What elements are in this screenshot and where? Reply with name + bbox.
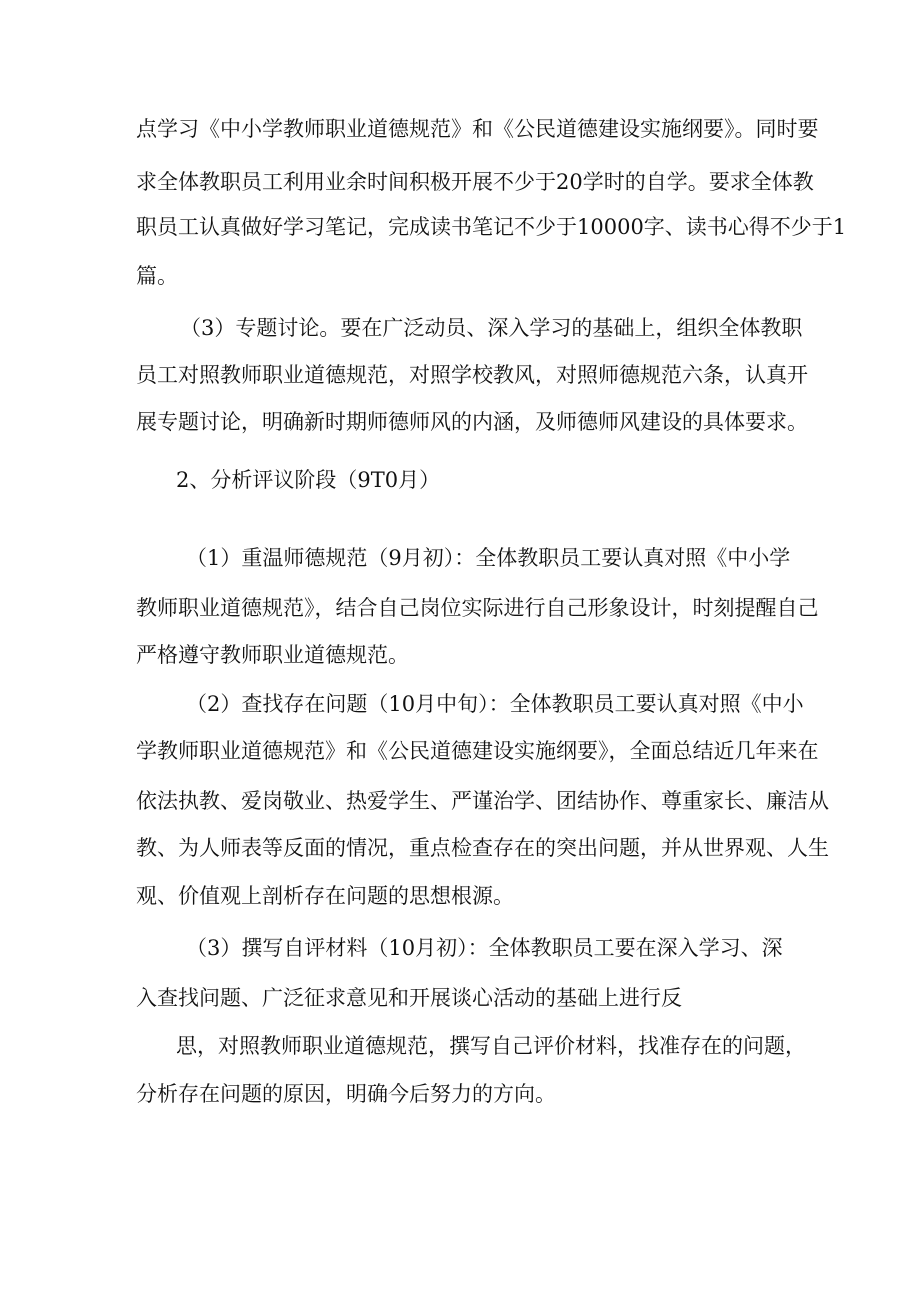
text-line: 严格遵守教师职业道德规范。 bbox=[136, 643, 409, 667]
text-line: 员工对照教师职业道德规范，对照学校教风，对照师德规范六条，认真开 bbox=[136, 363, 808, 387]
text-line: 点学习《中小学教师职业道德规范》和《公民道德建设实施纲要》。同时要 bbox=[136, 117, 819, 141]
text-line: （3）撰写自评材料（10月初）：全体教职员工要在深入学习、深 bbox=[186, 936, 783, 960]
text-line: 篇。 bbox=[136, 264, 178, 288]
text-line: 依法执教、爱岗敬业、热爱学生、严谨治学、团结协作、尊重家长、廉洁从 bbox=[136, 789, 829, 813]
text-line: （1）重温师德规范（9月初）：全体教职员工要认真对照《中小学 bbox=[186, 546, 791, 570]
text-line: 职员工认真做好学习笔记，完成读书笔记不少于10000字、读书心得不少于1 bbox=[136, 215, 847, 239]
text-line: 思，对照教师职业道德规范，撰写自己评价材料，找准存在的问题， bbox=[176, 1034, 806, 1058]
text-line: 入查找问题、广泛征求意见和开展谈心活动的基础上进行反 bbox=[136, 986, 682, 1010]
text-line: 教、为人师表等反面的情况，重点检查存在的突出问题，并从世界观、人生 bbox=[136, 836, 829, 860]
text-line: 展专题讨论，明确新时期师德师风的内涵，及师德师风建设的具体要求。 bbox=[136, 410, 808, 434]
text-line: 分析存在问题的原因，明确今后努力的方向。 bbox=[136, 1082, 556, 1106]
text-line: 观、价值观上剖析存在问题的思想根源。 bbox=[136, 884, 514, 908]
text-line: 求全体教职员工利用业余时间积极开展不少于20学时的自学。要求全体教 bbox=[136, 170, 814, 194]
text-line: （2）查找存在问题（10月中旬）：全体教职员工要认真对照《中小 bbox=[186, 692, 804, 716]
section-heading: 2、分析评议阶段（9T0月） bbox=[176, 468, 441, 492]
text-line: 学教师职业道德规范》和《公民道德建设实施纲要》，全面总结近几年来在 bbox=[136, 739, 819, 763]
text-line: （3）专题讨论。要在广泛动员、深入学习的基础上，组织全体教职 bbox=[180, 316, 803, 340]
text-line: 教师职业道德规范》，结合自己岗位实际进行自己形象设计，时刻提醒自己 bbox=[136, 596, 819, 620]
